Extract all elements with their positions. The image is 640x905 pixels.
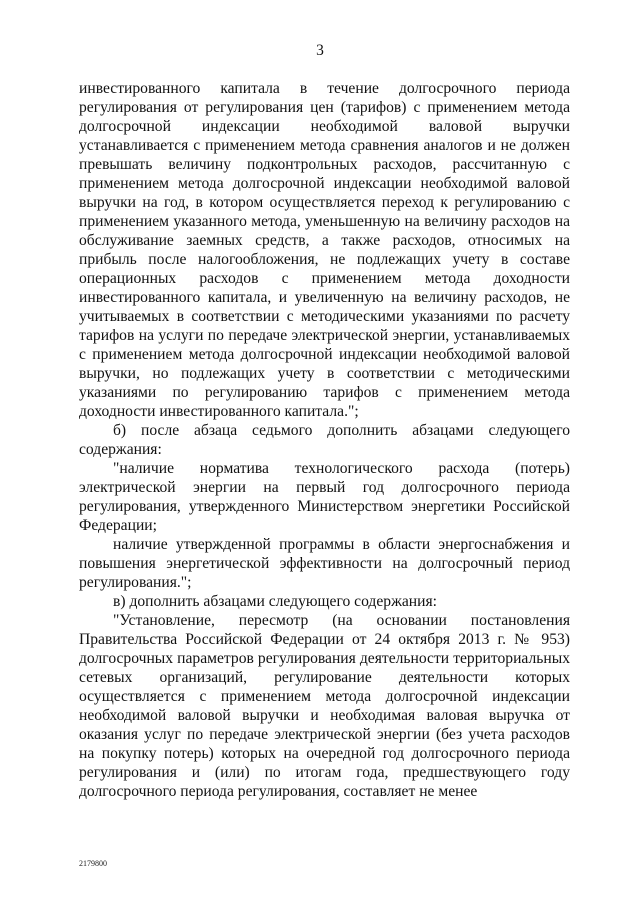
paragraph-3: "наличие норматива технологического расхода (потерь) электрической энергии на первый год долгосрочного периода регулирования, утвержденного Министерством энергетики Российской Федерации;	[79, 460, 570, 534]
document-body	[79, 79, 570, 801]
page-number: 3	[316, 42, 324, 59]
paragraph-5: в) дополнить абзацами следующего содержания:	[113, 593, 437, 610]
document-code: 2179800	[79, 859, 107, 868]
paragraph-4: наличие утвержденной программы в области энергоснабжения и повышения энергетической эффективности на долгосрочный период регулирования.";	[79, 536, 570, 591]
paragraph-1: инвестированного капитала в течение долгосрочного периода регулирования от регулирования цен (тарифов) с применением метода долгосрочной индексации необходимой валовой выручки устанавливается с применением метода сравнения аналогов и не должен превышать величину подконтрольных расходов, рассчитанную с применением метода долгосрочной индексации необходимой валовой выручки на год, в котором осуществляется переход к регулированию с применением указанного метода, уменьшенную на величину расходов на обслуживание заемных средств, а также расходов, относимых на прибыль после налогообложения, не подлежащих учету в составе операционных расходов с применением метода доходности инвестированного капитала, и увеличенную на величину расходов, не учитываемых в соответствии с методическими указаниями по расчету тарифов на услуги по передаче электрической энергии, устанавливаемых с применением метода долгосрочной индексации необходимой валовой выручки, но подлежащих учету в соответствии с методическими указаниями по регулированию тарифов с применением метода доходности инвестированного капитала.";	[79, 80, 570, 420]
paragraph-2: б) после абзаца седьмого дополнить абзацами следующего содержания:	[79, 422, 570, 458]
paragraph-6: "Установление, пересмотр (на основании постановления Правительства Российской Федерации от 24 октября 2013 г. № 953) долгосрочных параметров регулирования деятельности территориальных сетевых организаций, регулирование деятельности которых осуществляется с применением метода долгосрочной индексации необходимой валовой выручки и необходимая валовая выручка от оказания услуг по передаче электрической энергии (без учета расходов на покупку потерь) которых на очередной год долгосрочного периода регулирования и (или) по итогам года, предшествующего году долгосрочного периода регулирования, составляет не менее	[79, 612, 570, 800]
